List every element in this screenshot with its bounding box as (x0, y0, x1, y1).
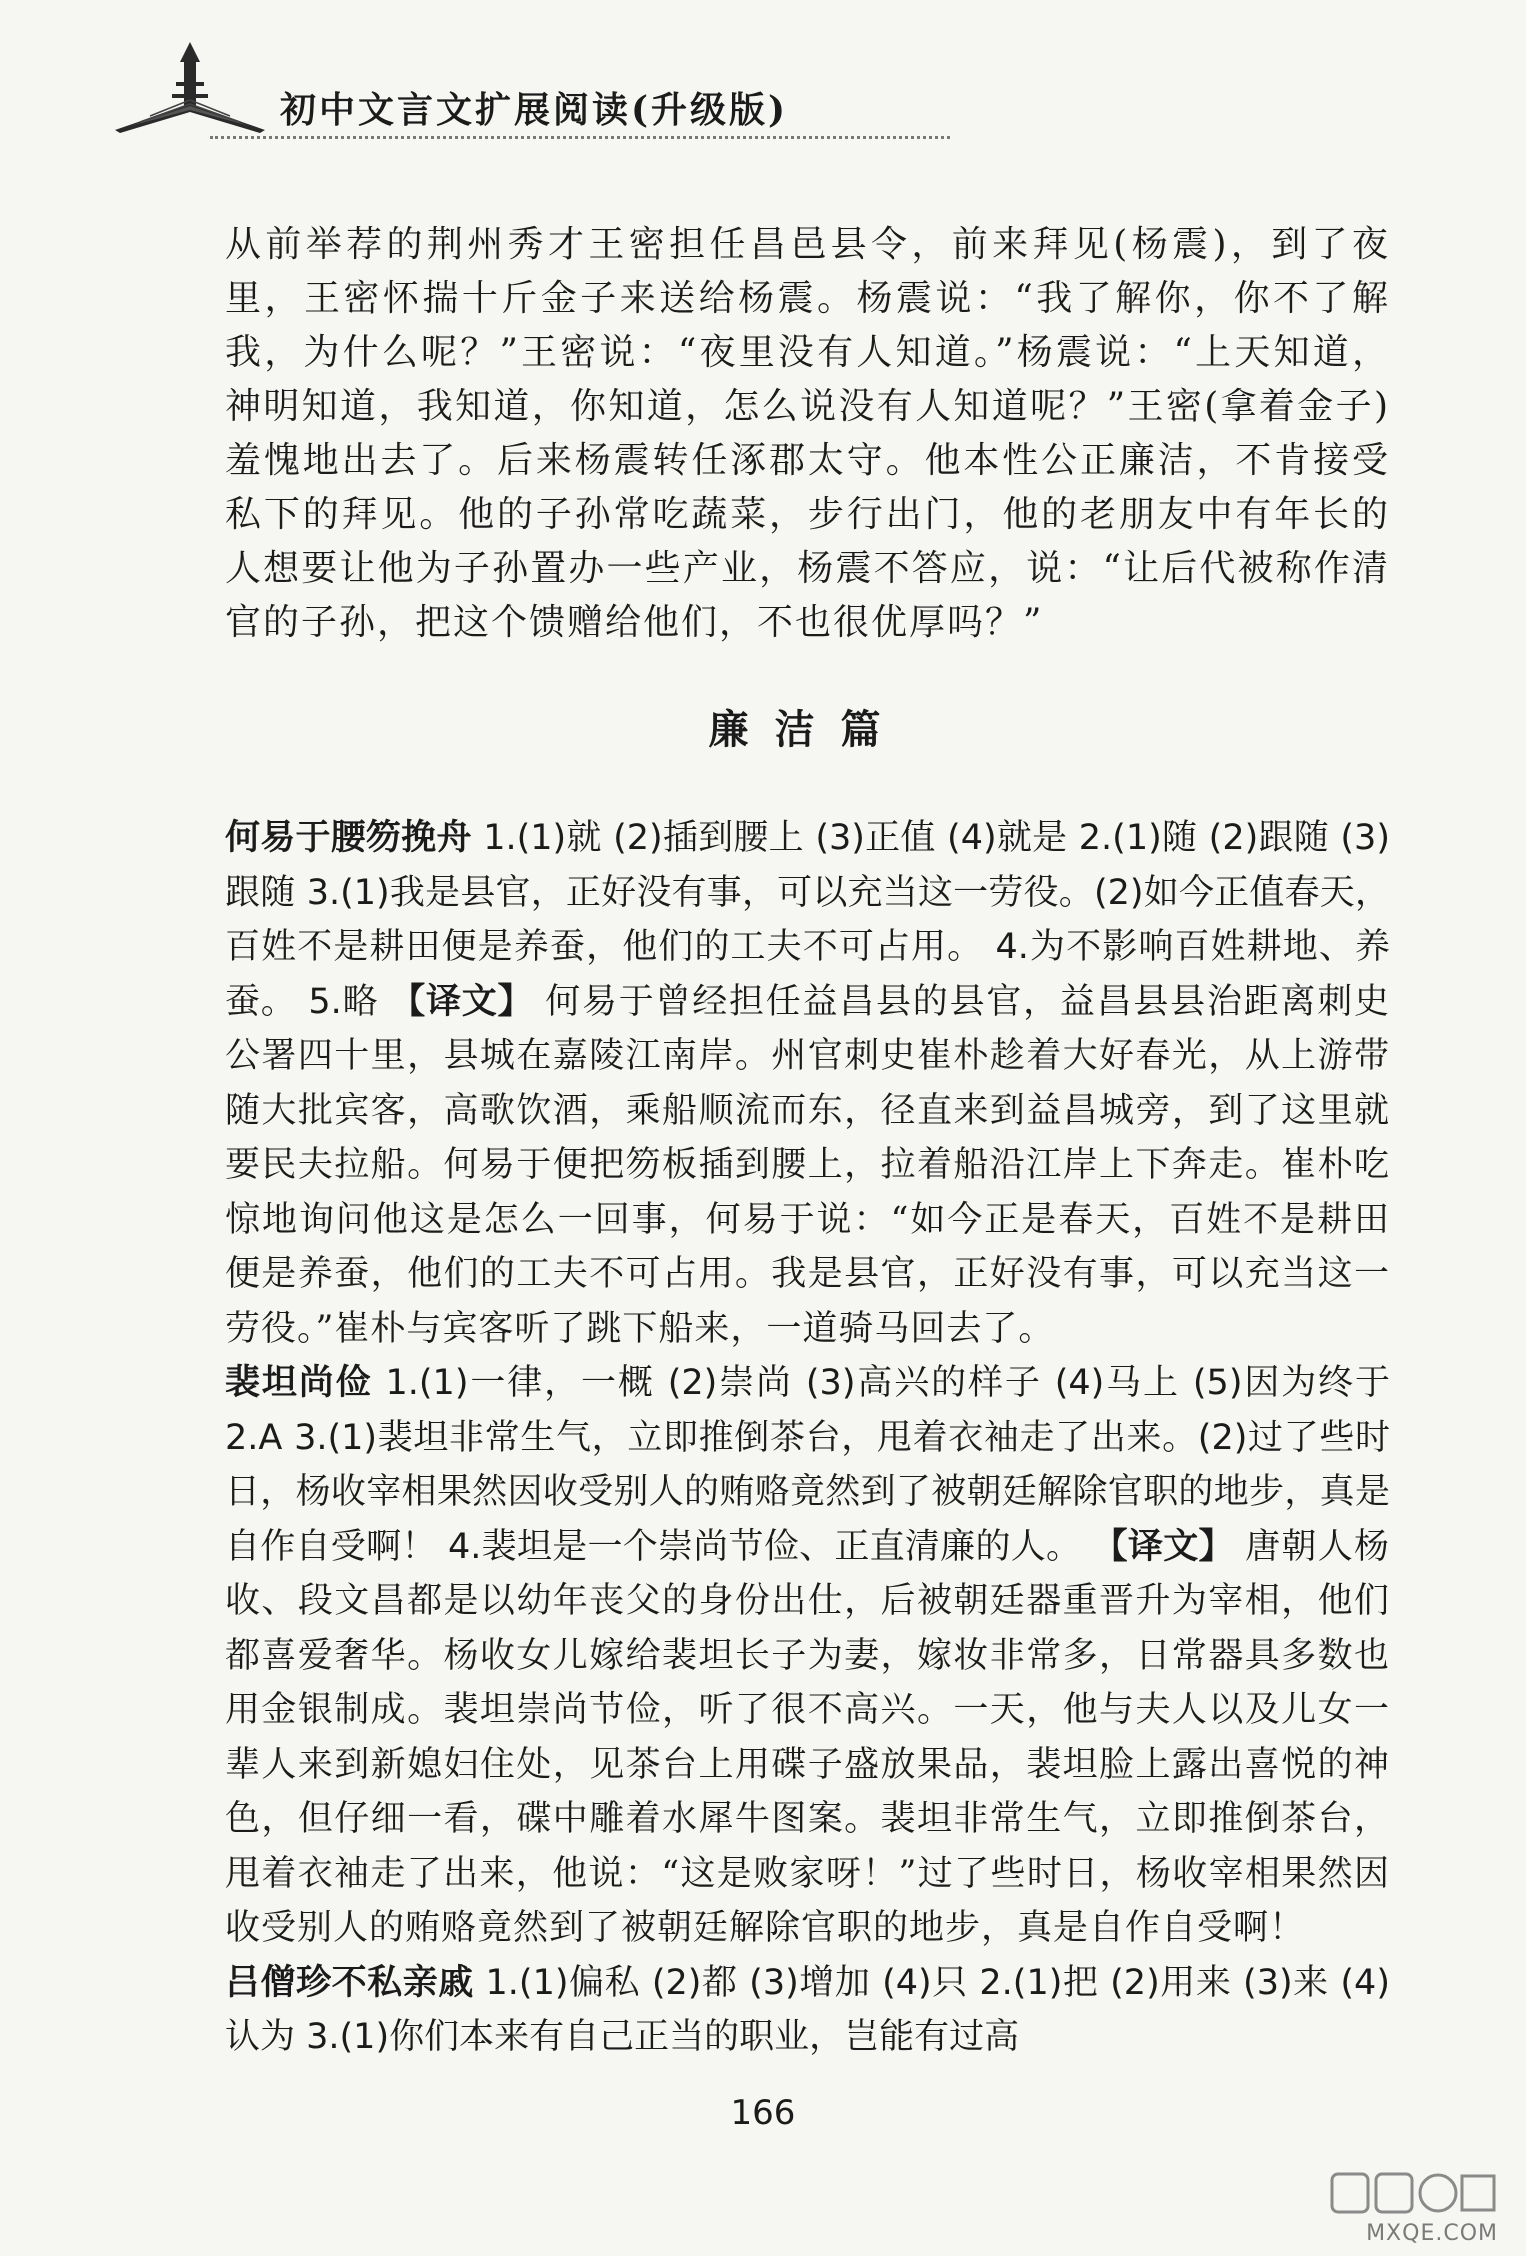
translation-tag: 【译文】 (1092, 1526, 1234, 1567)
entry-title: 裴坦尚俭 (225, 1363, 373, 1403)
page-number: 166 (730, 2093, 796, 2133)
intro-paragraph: 从前举荐的荆州秀才王密担任昌邑县令，前来拜见(杨震)，到了夜里，王密怀揣十斤金子来送给杨震。杨震说：“我了解你，你不了解我，为什么呢？”王密说：“夜里没有人知道。”杨震说：“上天知道，神明知道，我知道，你知道，怎么说没有人知道呢？”王密(拿着金子)羞愧地出去了。后来杨震转任涿郡太守。他本性公正廉洁，不肯接受私下的拜见。他的子孙常吃蔬菜，步行出门，他的老朋友中有年长的人想要让他为子孙置办一些产业，杨震不答应，说：“让后代被称作清官的子孙，把这个馈赠给他们，不也很优厚吗？” (225, 224, 1390, 643)
entry-translation: 何易于曾经担任益昌县的县官，益昌县县治距离刺史公署四十里，县城在嘉陵江南岸。州官刺史崔朴趁着大好春光，从上游带随大批宾客，高歌饮酒，乘船顺流而东，径直来到益昌城旁，到了这里就要民夫拉船。何易于便把笏板插到腰上，拉着船沿江岸上下奔走。崔朴吃惊地询问他这是怎么一回事，何易于说：“如今正是春天，百姓不是耕田便是养蚕，他们的工夫不可占用。我是县官，正好没有事，可以充当这一劳役。”崔朴与宾客听了跳下船来，一道骑马回去了。 (225, 981, 1390, 1349)
watermark-logo-icon (1328, 2168, 1498, 2218)
main-content (225, 218, 1390, 2065)
entry-title: 何易于腰笏挽舟 (225, 818, 472, 858)
entry-title: 吕僧珍不私亲戚 (225, 1962, 474, 2003)
entry-answers: 1.(1)就 (2)插到腰上 (3)正值 (4)就是 2.(1)随 (2)跟随 (3)跟随 3.(1)我是县官，正好没有事，可以充当这一劳役。(2)如今正值春天，百姓不是耕田便是养蚕，他们的工夫不可占用。 4.为不影响百姓耕地、养蚕。 5.略 (225, 818, 1390, 1022)
page-header (110, 38, 1320, 138)
section-title: 廉洁篇 (708, 707, 907, 753)
header-divider (210, 136, 950, 139)
entry-answers: 1.(1)一律，一概 (2)崇尚 (3)高兴的样子 (4)马上 (5)因为终于 2.A 3.(1)裴坦非常生气，立即推倒茶台，甩着衣袖走了出来。(2)过了些时日，杨收宰相果然因收受别人的贿赂竟然到了被朝廷解除官职的地步，真是自作自受啊！ 4.裴坦是一个崇尚节俭、正直清廉的人。 (225, 1363, 1390, 1567)
translation-tag: 【译文】 (390, 981, 534, 1022)
answer-entry (225, 811, 1390, 1356)
answer-entry (225, 1356, 1390, 1956)
entry-translation: 唐朝人杨收、段文昌都是以幼年丧父的身份出仕，后被朝廷器重晋升为宰相，他们都喜爱奢华。杨收女儿嫁给裴坦长子为妻，嫁妆非常多，日常器具多数也用金银制成。裴坦崇尚节俭，听了很不高兴。一天，他与夫人以及儿女一辈人来到新媳妇住处，见茶台上用碟子盛放果品，裴坦脸上露出喜悦的神色，但仔细一看，碟中雕着水犀牛图案。裴坦非常生气，立即推倒茶台，甩着衣袖走了出来，他说：“这是败家呀！”过了些时日，杨收宰相果然因收受别人的贿赂竟然到了被朝廷解除官职的地步，真是自作自受啊！ (225, 1526, 1390, 1948)
running-title: 初中文言文扩展阅读(升级版) (280, 89, 789, 131)
book-tower-logo-icon (110, 38, 270, 134)
entry-answers: 1.(1)偏私 (2)都 (3)增加 (4)只 2.(1)把 (2)用来 (3)来 (4)认为 3.(1)你们本来有自己正当的职业，岂能有过高 (225, 1962, 1390, 2057)
watermark-text: MXQE.COM (1366, 2221, 1498, 2246)
answer-entry (225, 1956, 1390, 2065)
